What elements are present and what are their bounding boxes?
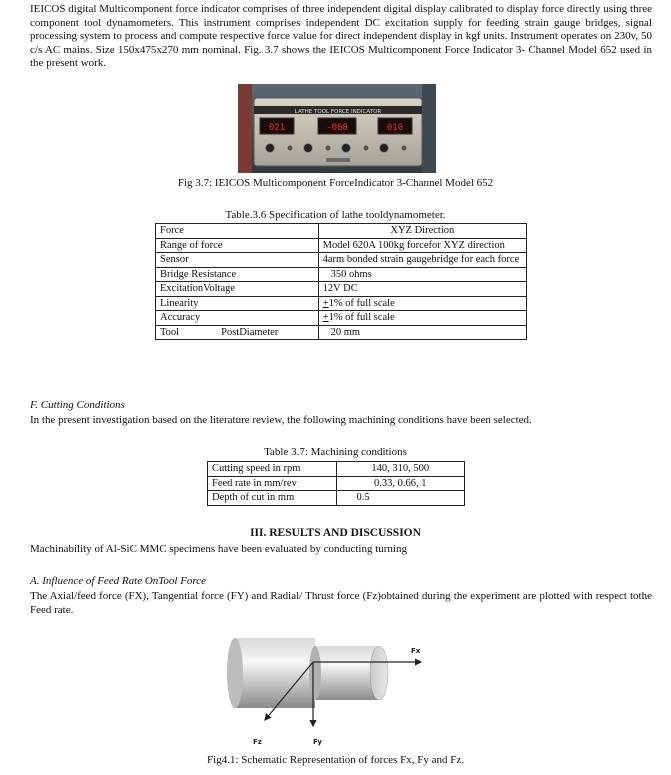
small-cylinder [315,646,379,700]
spec-table [155,223,527,340]
table-row [208,462,465,477]
table-cell-label: ExcitationVoltage [156,282,319,297]
table-cell-value: 0.5 [336,491,465,506]
table-cell-value: 140, 310, 500 [336,462,465,477]
table-cell-value: 350 ohms [318,267,526,282]
table-cell-label: Sensor [156,253,319,268]
table-row [156,325,527,340]
table-cell-label: Cutting speed in rpm [208,462,337,477]
table-cell-value: 4arm bonded strain gaugebridge for each force [318,253,526,268]
table-row [156,267,527,282]
table-cell-label: Bridge Resistance [156,267,319,282]
section-iii-heading: III. RESULTS AND DISCUSSION [250,527,421,539]
table-cell-value [318,311,526,326]
fig-4-1-caption: Fig4.1: Schematic Representation of forces Fx, Fy and Fz. [207,754,464,766]
table-row [156,253,527,268]
section-a-heading: A. Influence of Feed Rate OnTool Force [30,575,207,587]
display-2: -008 [326,123,348,133]
section-f-heading: F. Cutting Conditions [30,399,125,411]
plus-minus-sign: + [322,312,329,323]
table-cell-label [156,325,319,340]
forces-schematic [225,622,435,748]
table-cell-value: 12V DC [318,282,526,297]
plus-minus-sign: + [322,297,329,309]
fz-label: Fz [253,738,262,746]
section-a-text: The Axial/feed force (FX), Tangential force (FY) and Radial/ Thrust force (Fz)obtained during the experiment are plotted with respect tothe Feed rate. [30,590,652,616]
section-iii-text: Machinability of Al-SiC MMC specimens have been evaluated by conducting turning [30,543,407,555]
table-cell-value: 20 mm [318,325,526,340]
table-row [156,238,527,253]
table-cell-label: Force [156,224,319,239]
large-cylinder [235,638,315,708]
display-3: 010 [386,123,404,133]
table-row [156,224,527,239]
table-cell-value [318,296,526,311]
table-3-6-caption: Table.3.6 Specification of lathe tooldynamometer. [225,209,446,221]
table-cell-value: Model 620A 100kg forcefor XYZ direction [318,238,526,253]
fy-label: Fy [313,738,322,746]
table-cell-label: Feed rate in mm/rev [208,476,337,491]
table-row [156,282,527,297]
section-f-text: In the present investigation based on the literature review, the following machining conditions have been selected. [30,414,532,426]
force-indicator-photo [238,84,436,173]
table-cell-value-text: 1% of full scale [328,297,395,309]
fig-3-7-caption: Fig 3.7: IEICOS Multicomponent ForceIndicator 3-Channel Model 652 [177,177,494,189]
label-part-b: PostDiameter [221,326,279,338]
table-row [156,311,527,326]
table-cell-value-text: 1% of full scale [328,312,395,323]
table-row [208,491,465,506]
machining-table [207,461,465,506]
panel-label: LATHE TOOL FORCE INDICATOR [294,109,382,115]
table-cell-label: Depth of cut in mm [208,491,337,506]
table-cell-value: XYZ Direction [318,224,526,239]
table-row [208,476,465,491]
display-1: 021 [268,123,286,133]
label-part-a: Tool [160,326,180,338]
table-cell-label: Range of force [156,238,319,253]
table-cell-value: 0.33, 0.66, 1 [336,476,465,491]
table-cell-label: Linearity [156,296,319,311]
table-3-7-caption: Table 3.7: Machining conditions [264,446,407,458]
table-cell-label: Accuracy [156,311,319,326]
table-row [156,296,527,311]
intro-paragraph: IEICOS digital Multicomponent force indicator comprises of three independent digital display calibrated to display force directly using three component tool dynamometers. This instrument comprises independent DC excitation supply for feeding strain gauge bridges, signal processing system to process and compute respective force value for direct independent display in kgf units. Instrument operates on 230v, 50 c/s AC mains. Size 150x475x270 mm nominal. Fig. 3.7 shows the IEICOS Multicomponent Force Indicator 3- Channel Model 652 used in the present work. [30,3,652,69]
fx-label: Fx [411,647,421,655]
